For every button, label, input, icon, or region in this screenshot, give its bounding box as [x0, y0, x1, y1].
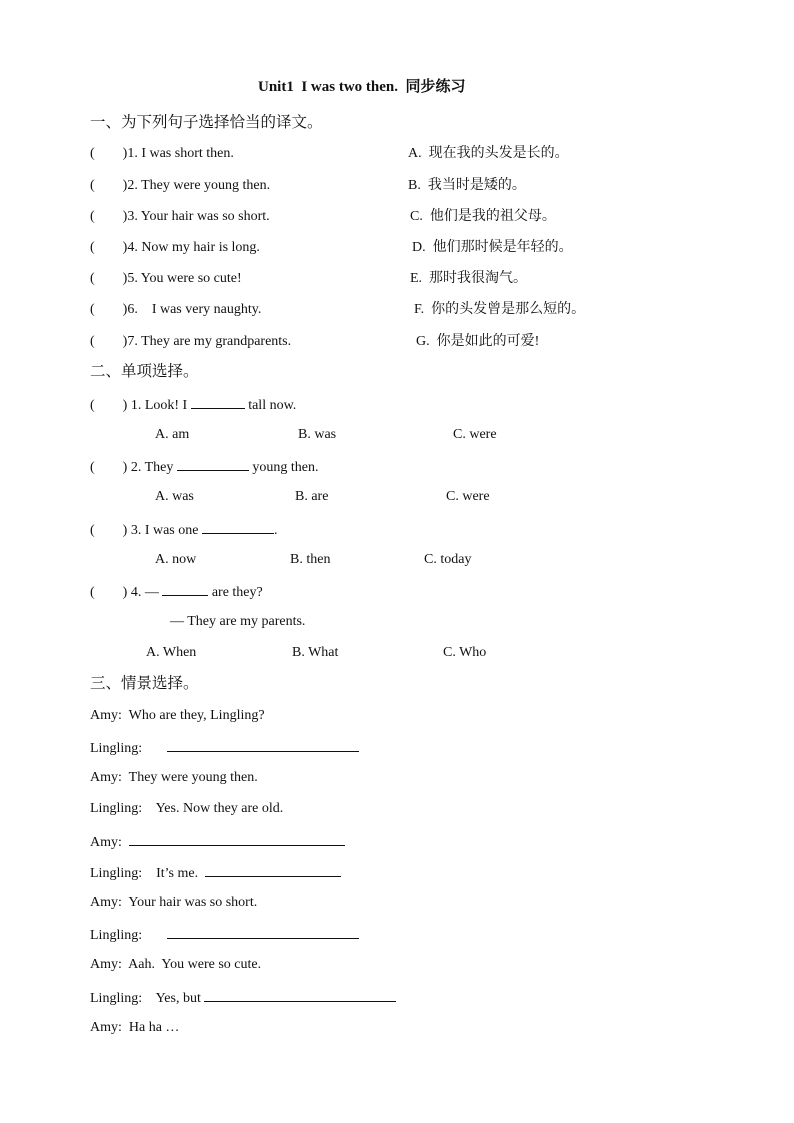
q2-option-a: A. was [155, 489, 194, 504]
match-item-7: ( )7. They are my grandparents. [90, 334, 292, 349]
question-3-stem: ( ) 3. I was one [90, 523, 202, 538]
match-item-6: ( )6. I was very naughty. [90, 302, 262, 317]
q2-option-c: C. were [446, 489, 490, 504]
question-1-stem: ( ) 1. Look! I [90, 398, 191, 413]
match-item-1: ( )1. I was short then. [90, 146, 234, 161]
dialogue-line [90, 863, 341, 883]
question-3 [90, 520, 277, 540]
match-item-4: ( )4. Now my hair is long. [90, 240, 260, 255]
q1-option-b: B. was [298, 427, 337, 442]
match-item-3: ( )3. Your hair was so short. [90, 209, 270, 224]
answer-blank[interactable] [191, 395, 245, 409]
answer-blank[interactable] [204, 988, 396, 1002]
speaker-lingling: Lingling: [90, 928, 153, 943]
dialogue-line: Amy: Who are they, Lingling? [90, 708, 265, 723]
dialogue-line: Lingling: Yes. Now they are old. [90, 801, 284, 816]
speaker-lingling: Lingling: Yes, but [90, 991, 205, 1006]
dialogue-line: Amy: Your hair was so short. [90, 895, 258, 910]
dialogue-line [90, 832, 345, 852]
speaker-amy: Amy: [90, 835, 129, 850]
question-2 [90, 457, 318, 477]
dialogue-line: Amy: Aah. You were so cute. [90, 957, 262, 972]
match-option-c: C. 他们是我的祖父母。 [410, 209, 556, 224]
match-option-d: D. 他们那时候是年轻的。 [412, 240, 573, 255]
match-option-f: F. 你的头发曾是那么短的。 [414, 302, 586, 317]
question-4 [90, 582, 263, 602]
q4-option-a: A. When [146, 645, 197, 660]
q1-option-c: C. were [453, 427, 497, 442]
answer-blank[interactable] [162, 582, 208, 596]
question-1-tail: tall now. [244, 398, 297, 413]
dialogue-line [90, 738, 359, 758]
match-item-2: ( )2. They were young then. [90, 178, 271, 193]
speaker-lingling: Lingling: [90, 741, 153, 756]
section1-heading: 一、为下列句子选择恰当的译文。 [90, 114, 323, 131]
answer-blank[interactable] [167, 738, 359, 752]
dialogue-line [90, 988, 396, 1008]
question-4-tail: are they? [208, 585, 263, 600]
speaker-lingling: Lingling: It’s me. [90, 866, 206, 881]
dialogue-line [90, 925, 359, 945]
answer-blank[interactable] [129, 832, 345, 846]
q2-option-b: B. are [295, 489, 329, 504]
dialogue-line: Amy: They were young then. [90, 770, 258, 785]
question-4-reply: — They are my parents. [170, 614, 306, 629]
q4-option-c: C. Who [443, 645, 487, 660]
question-1 [90, 395, 296, 415]
page-title: Unit1 I was two then. 同步练习 [258, 79, 466, 95]
q3-option-a: A. now [155, 552, 197, 567]
question-4-stem: ( ) 4. — [90, 585, 163, 600]
dialogue-line: Amy: Ha ha … [90, 1020, 180, 1035]
answer-blank[interactable] [167, 925, 359, 939]
answer-blank[interactable] [177, 457, 249, 471]
match-option-b: B. 我当时是矮的。 [408, 178, 526, 193]
q4-option-b: B. What [292, 645, 339, 660]
q1-option-a: A. am [155, 427, 190, 442]
match-item-5: ( )5. You were so cute! [90, 271, 242, 286]
answer-blank[interactable] [205, 863, 341, 877]
q3-option-b: B. then [290, 552, 331, 567]
section2-heading: 二、单项选择。 [90, 363, 199, 380]
question-2-tail: young then. [248, 460, 319, 475]
question-3-tail: . [273, 523, 278, 538]
answer-blank[interactable] [202, 520, 274, 534]
q3-option-c: C. today [424, 552, 472, 567]
match-option-e: E. 那时我很淘气。 [410, 271, 528, 286]
section3-heading: 三、情景选择。 [90, 675, 199, 692]
question-2-stem: ( ) 2. They [90, 460, 177, 475]
match-option-a: A. 现在我的头发是长的。 [408, 146, 569, 161]
match-option-g: G. 你是如此的可爱! [416, 334, 540, 349]
